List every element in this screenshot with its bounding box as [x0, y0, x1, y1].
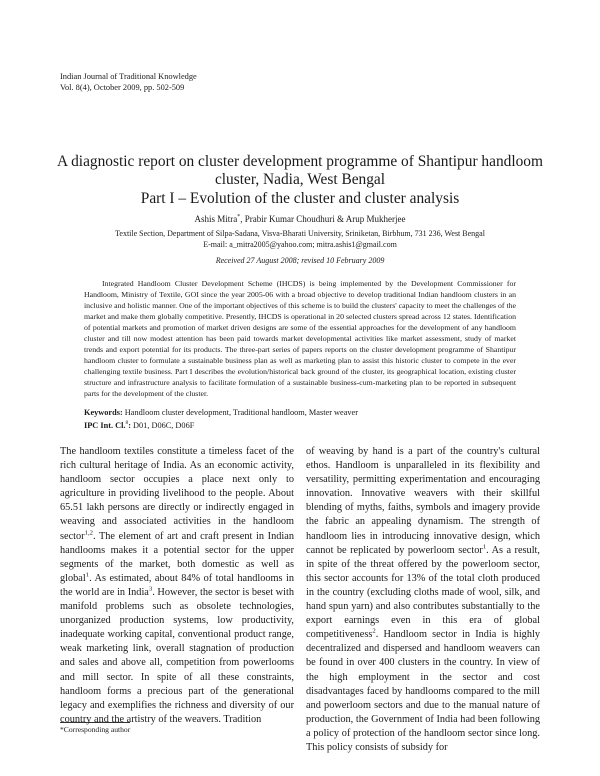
corresponding-mark: * — [237, 214, 241, 220]
right-text-2: . As a result, in spite of the threat offered by the powerloom sector, this sector accounts for 13% of the total cloth produced in the country (excluding cloths made of wool, silk, and hand spun yarn) and also contributes substantially to the export earnings even in this era of global competitiveness — [306, 544, 540, 641]
ipc-classification — [84, 420, 194, 432]
author-others: , Prabir Kumar Choudhuri & Arup Mukherjee — [240, 214, 406, 224]
affiliation-address: Textile Section, Department of Silpa-Sadana, Visva-Bharati University, Sriniketan, Birbhum, 731 236, West Bengal — [115, 229, 485, 238]
keywords — [84, 407, 358, 419]
journal-issue: Vol. 8(4), October 2009, pp. 502-509 — [60, 83, 185, 92]
title-line-3: Part I – Evolution of the cluster and cluster analysis — [140, 189, 460, 207]
keywords-label: Keywords: — [84, 408, 123, 417]
journal-header — [60, 71, 197, 93]
left-text-2: . The element of art and craft present in Indian handlooms makes it a potential sector for the upper segments of the market, both domestic as well as global — [60, 530, 294, 584]
title-line-1: A diagnostic report on cluster development programme of Shantipur handloom — [57, 153, 543, 170]
affiliation — [40, 228, 560, 250]
left-text-1: The handloom textiles constitute a timeless facet of the rich cultural heritage of India. As an economic activity, handloom sector occupies a place next only to agriculture in providing livelihood to the people. About 65.51 lakh persons are directly or indirectly engaged in weaving and associated activities in the handloom sector — [60, 446, 294, 542]
ipc-colon: : — [128, 421, 131, 430]
abstract: Integrated Handloom Cluster Development Scheme (IHCDS) is being implemented by the Development Commissioner for Handloom, Ministry of Textile, GOI since the year 2005-06 with a broad objective to develop traditional Indian handloom clusters in an inclusive and holistic manner. One of the important objectives of this scheme is to build the clusters' capacity to meet the challenges of the market and make them globally competitive. Presently, IHCDS is operational in 20 selected clusters spread across 12 states. Identification of potential markets and promotion of market driven designs are some of the essential approaches for the development of any handloom cluster and till now modest attention has been paid towards market developmental activities like market assessment, study of market trends and export potential for its products. The three-part series of papers reports on the cluster development programme of Shantipur handloom cluster to formulate a sustainable business plan as well as marketing plan to assist this historic cluster to compete in the ever challenging textile business. Part I describes the evolution/historical back ground of the cluster, its geographical location, existing cluster structure and infrastructure analysis to facilitate formulation of a sustainable business-cum-marketing plan to be reported in subsequent parts for the development of the cluster. — [84, 279, 516, 398]
affiliation-email: E-mail: a_mitra2005@yahoo.com; mitra.ashis1@gmail.com — [203, 240, 397, 249]
ref-1-2: 1,2 — [84, 529, 93, 537]
title-line-2: cluster, Nadia, West Bengal — [214, 171, 386, 189]
author-list — [40, 213, 560, 225]
author-first: Ashis Mitra — [194, 214, 238, 224]
right-text-1: of weaving by hand is a part of the country's cultural ethos. Handloom is unparalleled in its flexibility and versatility, permitting experimentation and encouraging innovation. Innovative weavers with their skillful blending of myths, faiths, symbols and imagery provide the fabric an appealing dynamism. The strength of handloom lies in introducing innovative design, which cannot be replicated by powerloom sector — [306, 446, 540, 556]
left-text-3: . As estimated, about 84% of total handlooms in the world are in India — [60, 572, 294, 598]
received-dates: Received 27 August 2008; revised 10 February 2009 — [215, 256, 385, 265]
ipc-label-sup: 8 — [125, 420, 129, 427]
keywords-value: Handloom cluster development, Traditional handloom, Master weaver — [122, 408, 358, 417]
body-column-left — [60, 445, 294, 725]
left-text-4: . However, the sector is beset with manifold problems such as obsolete technologies, unorganized production systems, low productivity, inadequate working capital, conventional product range, weak marketing link, overall stagnation of production and sales and above all, competition from powerlooms and mill sector. In spite of all these constraints, handloom forms a precious part of the generational legacy and exemplifies the richness and diversity of our country and the artistry of the weavers. Tradition — [60, 586, 294, 725]
footnote: *Corresponding author — [60, 725, 131, 734]
body-column-right — [306, 445, 540, 770]
ref-1: 1 — [85, 571, 90, 579]
footnote-divider — [60, 722, 130, 723]
paper-title — [40, 153, 560, 208]
ipc-label: IPC Int. Cl. — [84, 421, 126, 430]
ipc-value: D01, D06C, D06F — [130, 421, 195, 430]
ref-3: 3 — [148, 585, 153, 593]
right-text-3: . Handloom sector in India is highly decentralized and dispersed and handloom weavers can be found in over 400 clusters in the country. In view of the high employment in the sector and cost disadvantages faced by handlooms compared to the mill and powerloom sectors and due to the manual nature of production, the Government of India had been following a policy of protection of the handloom sector since long. This policy consists of subsidy for — [306, 629, 540, 753]
journal-name: Indian Journal of Traditional Knowledge — [60, 72, 197, 81]
ref-1-right: 1 — [482, 543, 487, 551]
ref-2-right: 2 — [372, 627, 376, 635]
